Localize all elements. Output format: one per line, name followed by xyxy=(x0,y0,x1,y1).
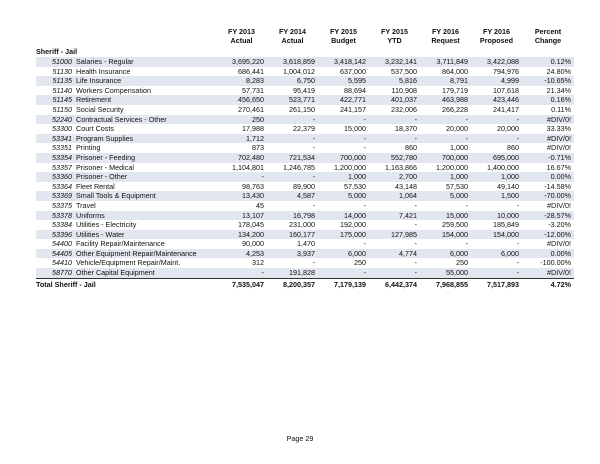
cell-fy2015-budget: 192,000 xyxy=(340,220,366,230)
cell-fy2015-ytd: 552,780 xyxy=(369,153,420,163)
cell-fy2015-budget: - xyxy=(363,239,366,249)
cell-fy2016-proposed: 20,000 xyxy=(497,124,519,134)
table-row xyxy=(36,76,574,86)
cell-fy2013-actual: 57,731 xyxy=(242,85,264,95)
cell-fy2016-proposed: 860 xyxy=(507,143,519,153)
table-row xyxy=(36,95,574,105)
cell-fy2016-request: 5,000 xyxy=(420,191,471,201)
cell-fy2016-proposed: 154,000 xyxy=(471,230,522,240)
cell-percent-change: #DIV/0! xyxy=(547,239,571,249)
account-code: 54405 xyxy=(52,248,72,258)
table-row xyxy=(36,268,574,278)
table-row xyxy=(36,163,574,173)
cell-fy2013-actual: 312 xyxy=(252,258,264,268)
cell-fy2013-actual: 4,253 xyxy=(216,249,267,259)
table-row xyxy=(36,239,574,249)
cell-fy2015-ytd: 110,908 xyxy=(391,85,417,95)
line-item xyxy=(36,163,216,173)
cell-fy2013-actual: 686,441 xyxy=(238,66,264,76)
cell-fy2014-actual: 231,000 xyxy=(289,220,315,230)
table-row xyxy=(36,182,574,192)
cell-fy2015-ytd: - xyxy=(414,200,417,210)
header-spacer xyxy=(36,36,216,47)
line-item xyxy=(36,153,216,163)
cell-percent-change: #DIV/0! xyxy=(522,115,574,125)
cell-fy2016-proposed: 241,417 xyxy=(493,104,519,114)
cell-fy2015-budget: - xyxy=(318,134,369,144)
cell-fy2016-request: - xyxy=(465,239,468,249)
account-name: Uniforms xyxy=(76,210,105,220)
cell-fy2016-proposed: 794,976 xyxy=(493,66,519,76)
account-name: Salaries - Regular xyxy=(76,57,134,66)
account-code: 51140 xyxy=(52,85,72,95)
cell-fy2015-budget: - xyxy=(318,115,369,125)
cell-fy2015-budget: 5,000 xyxy=(318,191,369,201)
cell-fy2013-actual: 702,480 xyxy=(216,153,267,163)
cell-fy2016-request: 8,791 xyxy=(420,76,471,86)
cell-fy2016-request: 463,988 xyxy=(420,95,471,105)
cell-fy2013-actual: 3,695,220 xyxy=(216,57,267,67)
account-code: 58770 xyxy=(52,268,72,278)
account-code: 51150 xyxy=(52,104,72,114)
column-header-fy2015-ytd-type: YTD xyxy=(387,36,402,45)
account-name: Prisoner - Feeding xyxy=(76,152,136,162)
cell-percent-change: 24.80% xyxy=(546,66,571,76)
cell-fy2013-actual: 90,000 xyxy=(242,239,264,249)
table-row xyxy=(36,57,574,67)
budget-table xyxy=(36,27,574,289)
cell-fy2014-actual: 721,534 xyxy=(267,153,318,163)
total-fy2015-budget: 7,179,139 xyxy=(318,278,369,289)
cell-fy2014-actual: - xyxy=(312,200,315,210)
account-name: Prisoner - Other xyxy=(76,172,128,182)
cell-fy2014-actual: 89,900 xyxy=(293,181,315,191)
cell-fy2016-request: 1,000 xyxy=(450,143,468,153)
cell-percent-change: -70.00% xyxy=(522,191,574,201)
cell-fy2015-ytd: 5,816 xyxy=(369,76,420,86)
cell-fy2015-ytd: - xyxy=(369,115,420,125)
cell-fy2016-proposed: 185,849 xyxy=(493,220,519,230)
table-body xyxy=(36,47,574,278)
line-item xyxy=(36,201,216,211)
page-number: Page 29 xyxy=(286,434,314,443)
cell-fy2015-budget: 1,000 xyxy=(318,172,369,182)
cell-fy2016-proposed: - xyxy=(471,268,522,278)
account-name: Travel xyxy=(76,200,96,210)
cell-fy2014-actual: - xyxy=(267,115,318,125)
cell-fy2016-request: 259,500 xyxy=(442,220,468,230)
cell-fy2013-actual: 134,200 xyxy=(216,230,267,240)
cell-percent-change: -14.58% xyxy=(544,181,571,191)
account-name: Other Capital Equipment xyxy=(76,268,155,278)
cell-fy2014-actual: - xyxy=(312,143,315,153)
line-item xyxy=(36,143,216,153)
column-header-fy2015-budget-year: FY 2015 xyxy=(329,27,358,36)
cell-fy2016-request: 1,000 xyxy=(420,172,471,182)
cell-fy2016-request: - xyxy=(465,200,468,210)
table-row xyxy=(36,172,574,182)
cell-percent-change: #DIV/0! xyxy=(547,200,571,210)
cell-fy2013-actual: 98,763 xyxy=(242,181,264,191)
cell-fy2015-budget: 250 xyxy=(354,258,366,268)
table-row xyxy=(36,249,574,259)
account-name: Printing xyxy=(76,143,101,153)
total-row xyxy=(36,278,574,289)
cell-fy2015-budget: 637,000 xyxy=(340,66,366,76)
line-item xyxy=(36,230,216,240)
column-header-fy2013-type: Actual xyxy=(230,36,253,45)
cell-fy2013-actual: 270,461 xyxy=(238,104,264,114)
table-row xyxy=(36,153,574,163)
cell-fy2015-ytd: 3,232,141 xyxy=(369,57,420,67)
cell-fy2016-proposed: 6,000 xyxy=(471,249,522,259)
cell-fy2015-ytd: 1,163,866 xyxy=(385,162,417,172)
cell-fy2016-request: 1,200,000 xyxy=(436,162,468,172)
cell-fy2016-proposed: - xyxy=(471,115,522,125)
cell-fy2016-proposed: 1,000 xyxy=(471,172,522,182)
line-item xyxy=(36,268,216,278)
column-header-fy2015-ytd-year: FY 2015 xyxy=(380,27,409,36)
line-item xyxy=(36,172,216,182)
cell-fy2016-proposed: 10,000 xyxy=(471,211,522,221)
section-title: Sheriff - Jail xyxy=(36,47,78,57)
cell-fy2015-budget: 241,157 xyxy=(340,104,366,114)
cell-fy2013-actual: 13,430 xyxy=(216,191,267,201)
account-name: Utilities - Water xyxy=(76,229,125,239)
cell-fy2013-actual: 8,283 xyxy=(216,76,267,86)
header-spacer xyxy=(36,27,216,36)
account-name: Prisoner - Medical xyxy=(76,162,134,172)
cell-percent-change: #DIV/0! xyxy=(547,143,571,153)
column-header-fy2015-budget-type: Budget xyxy=(331,36,356,45)
cell-fy2016-request: - xyxy=(420,134,471,144)
account-name: Other Equipment Repair/Maintenance xyxy=(76,248,197,258)
table-row xyxy=(36,191,574,201)
cell-fy2014-actual: 1,246,785 xyxy=(283,162,315,172)
column-header-fy2013-year: FY 2013 xyxy=(227,27,256,36)
cell-fy2016-proposed: - xyxy=(471,134,522,144)
cell-fy2014-actual: - xyxy=(267,172,318,182)
cell-fy2016-request: 864,000 xyxy=(442,66,468,76)
account-code: 53369 xyxy=(52,191,72,201)
cell-fy2016-request: 154,000 xyxy=(420,230,471,240)
account-name: Retirement xyxy=(76,95,112,105)
cell-fy2016-request: 15,000 xyxy=(420,211,471,221)
cell-fy2013-actual: 178,045 xyxy=(238,220,264,230)
cell-fy2015-budget: - xyxy=(363,143,366,153)
cell-fy2016-proposed: 423,446 xyxy=(471,95,522,105)
cell-fy2016-request: 700,000 xyxy=(420,153,471,163)
budget-sheet xyxy=(36,27,574,289)
total-fy2013-actual: 7,535,047 xyxy=(216,278,267,289)
cell-fy2016-proposed: 49,140 xyxy=(497,181,519,191)
table-row xyxy=(36,143,574,153)
account-code: 51145 xyxy=(52,95,72,105)
cell-fy2014-actual: 22,379 xyxy=(293,124,315,134)
account-name: Court Costs xyxy=(76,124,114,134)
cell-fy2016-request: 55,000 xyxy=(420,268,471,278)
cell-fy2013-actual: 873 xyxy=(252,143,264,153)
line-item xyxy=(36,249,216,259)
cell-fy2016-request: 266,228 xyxy=(442,104,468,114)
cell-fy2016-proposed: 695,000 xyxy=(471,153,522,163)
line-item xyxy=(36,67,216,77)
cell-fy2015-ytd: 401,037 xyxy=(369,95,420,105)
account-code: 53384 xyxy=(52,220,72,230)
account-name: Health Insurance xyxy=(76,66,131,76)
cell-fy2013-actual: 456,650 xyxy=(216,95,267,105)
account-code: 53351 xyxy=(52,143,72,153)
cell-fy2015-ytd: 7,421 xyxy=(369,211,420,221)
cell-fy2014-actual: 523,771 xyxy=(267,95,318,105)
line-item xyxy=(36,191,216,201)
cell-fy2015-budget: - xyxy=(318,268,369,278)
account-name: Facility Repair/Maintenance xyxy=(76,239,165,249)
column-header-fy2016-proposed-type: Proposed xyxy=(479,36,514,45)
table-row xyxy=(36,67,574,77)
account-name: Life Insurance xyxy=(76,76,122,86)
cell-fy2014-actual: 3,618,859 xyxy=(267,57,318,67)
column-header-fy2014-type: Actual xyxy=(281,36,304,45)
line-item xyxy=(36,105,216,115)
account-code: 53360 xyxy=(52,172,72,182)
total-fy2016-proposed: 7,517,893 xyxy=(471,278,522,289)
cell-fy2014-actual: 4,587 xyxy=(267,191,318,201)
cell-fy2013-actual: 1,104,801 xyxy=(232,162,264,172)
cell-fy2016-request: 3,711,849 xyxy=(420,57,471,67)
cell-fy2013-actual: 13,107 xyxy=(216,211,267,221)
account-name: Social Security xyxy=(76,104,124,114)
cell-fy2015-budget: - xyxy=(363,200,366,210)
line-item xyxy=(36,239,216,249)
column-header-fy2016-request-type: Request xyxy=(431,36,460,45)
account-code: 51000 xyxy=(52,57,72,66)
account-code: 53378 xyxy=(52,210,72,220)
cell-fy2016-request: - xyxy=(420,115,471,125)
line-item xyxy=(36,76,216,86)
line-item xyxy=(36,134,216,144)
cell-percent-change: -10.65% xyxy=(522,76,574,86)
account-code: 53357 xyxy=(52,162,72,172)
column-header-fy2016-request-year: FY 2016 xyxy=(431,27,460,36)
cell-percent-change: -28.57% xyxy=(522,211,574,221)
column-header-fy2014-year: FY 2014 xyxy=(278,27,307,36)
cell-fy2016-proposed: 1,400,000 xyxy=(487,162,519,172)
cell-fy2013-actual: - xyxy=(216,268,267,278)
cell-percent-change: -100.00% xyxy=(540,258,571,268)
cell-fy2015-ytd: 43,148 xyxy=(395,181,417,191)
cell-fy2014-actual: 95,419 xyxy=(293,85,315,95)
cell-percent-change: 0.00% xyxy=(522,249,574,259)
cell-fy2015-budget: 700,000 xyxy=(318,153,369,163)
account-name: Program Supplies xyxy=(76,133,134,143)
line-item xyxy=(36,220,216,230)
cell-fy2014-actual: 16,798 xyxy=(267,211,318,221)
account-code: 54410 xyxy=(52,258,72,268)
account-code: 53396 xyxy=(52,229,72,239)
account-name: Fleet Rental xyxy=(76,181,115,191)
cell-fy2016-request: 179,719 xyxy=(442,85,468,95)
column-header-fy2016-proposed-year: FY 2016 xyxy=(482,27,511,36)
cell-fy2016-request: 20,000 xyxy=(446,124,468,134)
cell-fy2016-proposed: 4,999 xyxy=(471,76,522,86)
account-code: 53300 xyxy=(52,124,72,134)
account-code: 53354 xyxy=(52,152,72,162)
account-code: 53375 xyxy=(52,200,72,210)
account-code: 54400 xyxy=(52,239,72,249)
cell-fy2015-ytd: 232,006 xyxy=(391,104,417,114)
cell-fy2014-actual: - xyxy=(267,134,318,144)
table-header xyxy=(36,27,574,47)
cell-percent-change: -12.00% xyxy=(522,230,574,240)
cell-percent-change: 0.11% xyxy=(551,104,571,114)
cell-fy2015-budget: 422,771 xyxy=(318,95,369,105)
table-row xyxy=(36,115,574,125)
cell-fy2015-budget: 1,200,000 xyxy=(334,162,366,172)
table-row xyxy=(36,134,574,144)
cell-fy2016-proposed: 1,500 xyxy=(471,191,522,201)
account-name: Workers Compensation xyxy=(76,85,151,95)
column-header-percent: Percent xyxy=(534,27,562,36)
cell-fy2016-proposed: 3,422,088 xyxy=(471,57,522,67)
table-row xyxy=(36,86,574,96)
cell-fy2015-ytd: 2,700 xyxy=(369,172,420,182)
cell-fy2015-ytd: 537,500 xyxy=(391,66,417,76)
cell-fy2013-actual: 250 xyxy=(216,115,267,125)
account-name: Vehicle/Equipment Repair/Maint. xyxy=(76,258,181,268)
cell-fy2016-request: 57,530 xyxy=(446,181,468,191)
cell-fy2016-request: 250 xyxy=(456,258,468,268)
cell-percent-change: 0.16% xyxy=(522,95,574,105)
cell-fy2014-actual: 160,177 xyxy=(267,230,318,240)
total-label: Total Sheriff - Jail xyxy=(36,278,216,289)
line-item xyxy=(36,57,216,67)
cell-fy2013-actual: - xyxy=(216,172,267,182)
cell-fy2016-request: 6,000 xyxy=(420,249,471,259)
cell-fy2015-ytd: 18,370 xyxy=(395,124,417,134)
cell-fy2014-actual: 3,937 xyxy=(267,249,318,259)
table-row xyxy=(36,230,574,240)
cell-fy2015-ytd: 1,064 xyxy=(369,191,420,201)
total-fy2014-actual: 8,200,357 xyxy=(267,278,318,289)
account-code: 53341 xyxy=(52,133,72,143)
account-code: 52240 xyxy=(52,114,72,124)
cell-fy2015-budget: 57,530 xyxy=(344,181,366,191)
table-row xyxy=(36,105,574,115)
cell-percent-change: 0.00% xyxy=(522,172,574,182)
account-name: Small Tools & Equipment xyxy=(76,191,156,201)
cell-fy2013-actual: 17,988 xyxy=(242,124,264,134)
cell-fy2015-budget: 3,418,142 xyxy=(318,57,369,67)
total-percent-change: 4.72% xyxy=(522,278,574,289)
table-row xyxy=(36,220,574,230)
total-fy2016-request: 7,968,855 xyxy=(420,278,471,289)
line-item xyxy=(36,258,216,268)
cell-percent-change: 0.12% xyxy=(522,57,574,67)
account-name: Utilities - Electricity xyxy=(76,220,137,230)
cell-fy2013-actual: 45 xyxy=(256,200,264,210)
cell-fy2015-ytd: - xyxy=(369,134,420,144)
cell-fy2014-actual: 191,828 xyxy=(267,268,318,278)
cell-percent-change: -3.20% xyxy=(548,220,571,230)
cell-fy2015-ytd: 127,985 xyxy=(369,230,420,240)
cell-fy2014-actual: - xyxy=(312,258,315,268)
cell-fy2014-actual: 6,750 xyxy=(267,76,318,86)
cell-fy2016-proposed: - xyxy=(516,258,519,268)
line-item xyxy=(36,182,216,192)
cell-fy2015-ytd: - xyxy=(414,258,417,268)
table-row xyxy=(36,211,574,221)
cell-fy2015-budget: 14,000 xyxy=(318,211,369,221)
cell-fy2015-ytd: - xyxy=(414,220,417,230)
cell-percent-change: 16.67% xyxy=(546,162,571,172)
cell-percent-change: #DIV/0! xyxy=(522,134,574,144)
line-item xyxy=(36,115,216,125)
total-fy2015-ytd: 6,442,374 xyxy=(369,278,420,289)
line-item xyxy=(36,86,216,96)
cell-fy2015-budget: 6,000 xyxy=(318,249,369,259)
cell-fy2015-budget: 175,000 xyxy=(318,230,369,240)
cell-fy2014-actual: 1,470 xyxy=(297,239,315,249)
cell-fy2015-ytd: - xyxy=(414,239,417,249)
table-row xyxy=(36,201,574,211)
cell-percent-change: #DIV/0! xyxy=(522,268,574,278)
column-header-change: Change xyxy=(534,36,562,45)
cell-fy2016-proposed: 107,618 xyxy=(493,85,519,95)
line-item xyxy=(36,95,216,105)
cell-fy2015-budget: 88,694 xyxy=(344,85,366,95)
line-item xyxy=(36,124,216,134)
cell-fy2015-budget: 15,000 xyxy=(344,124,366,134)
line-item xyxy=(36,211,216,221)
table-row xyxy=(36,124,574,134)
cell-fy2015-ytd: - xyxy=(369,268,420,278)
cell-percent-change: 21.34% xyxy=(546,85,571,95)
account-name: Contractual Services - Other xyxy=(76,114,167,124)
cell-fy2016-proposed: - xyxy=(516,200,519,210)
cell-fy2014-actual: 1,004,012 xyxy=(283,66,315,76)
cell-fy2015-ytd: 4,774 xyxy=(369,249,420,259)
table-row xyxy=(36,258,574,268)
account-code: 51130 xyxy=(52,66,72,76)
cell-fy2015-ytd: 860 xyxy=(405,143,417,153)
account-code: 51135 xyxy=(52,76,72,86)
cell-fy2014-actual: 261,150 xyxy=(289,104,315,114)
cell-fy2016-proposed: - xyxy=(516,239,519,249)
cell-percent-change: 33.33% xyxy=(546,124,571,134)
cell-fy2015-budget: 5,595 xyxy=(318,76,369,86)
cell-fy2013-actual: 1,712 xyxy=(216,134,267,144)
section-row xyxy=(36,47,574,57)
account-code: 53364 xyxy=(52,181,72,191)
cell-percent-change: -0.71% xyxy=(522,153,574,163)
